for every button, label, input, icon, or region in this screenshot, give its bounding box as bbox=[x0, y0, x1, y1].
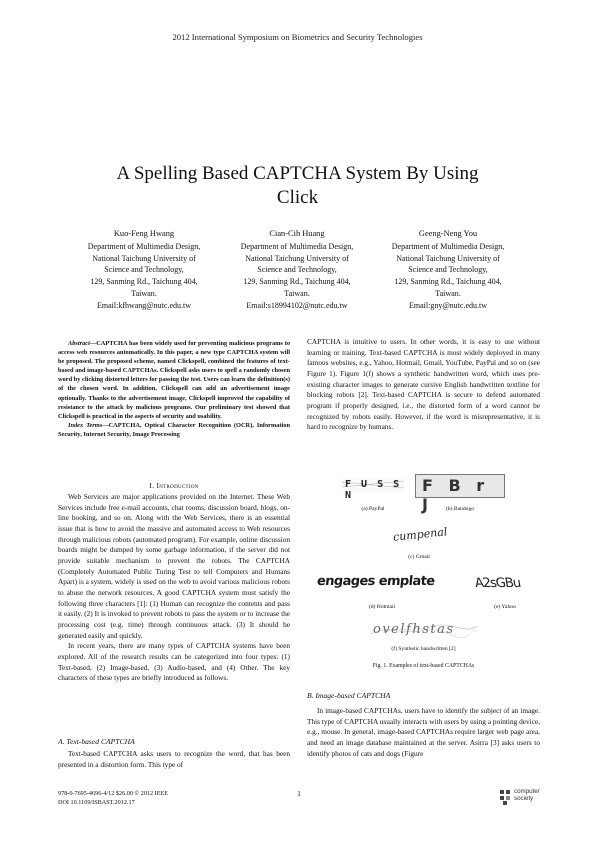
captcha-image-handwritten bbox=[369, 620, 479, 640]
author-affil-line: Science and Technology, bbox=[104, 265, 184, 275]
author-name: Cian-Cih Huang bbox=[269, 229, 325, 238]
author-block-1 bbox=[60, 228, 228, 312]
subsection-heading-text-based: A. Text-based CAPTCHA bbox=[58, 737, 135, 746]
paragraph: Text-based CAPTCHA asks users to recognize the word, that has been presented in a distortion form. This type of bbox=[58, 749, 290, 769]
captcha-text-yahoo: A2sGBu bbox=[473, 576, 522, 591]
author-email: Email:gny@nutc.edu.tw bbox=[408, 300, 488, 310]
captcha-text-hotmail: engages emplate bbox=[316, 574, 436, 589]
author-name: Kuo-Feng Hwang bbox=[113, 229, 175, 238]
logo-line-2: society bbox=[514, 795, 534, 802]
caption-d: (d) Hotmail bbox=[368, 604, 396, 610]
captcha-text-gmail: cumpenal bbox=[392, 525, 448, 544]
figure-caption: Fig. 1. Examples of text-based CAPTCHAs bbox=[372, 663, 475, 669]
author-email: Email:s18994102@nutc.edu.tw bbox=[246, 300, 348, 310]
author-block-2 bbox=[213, 228, 381, 312]
captcha-image-hotmail bbox=[317, 574, 435, 594]
author-affil-line: Science and Technology, bbox=[408, 265, 488, 275]
author-affil-line: Department of Multimedia Design, bbox=[87, 241, 201, 251]
paragraph: In recent years, there are many types of CAPTCHA systems have been explored. All of the research results can be categorized into four types: (1) Text-based, (2) Image-based, (3) Audio-based, and (4) Other. The key characters of these types are briefly introduced as follows. bbox=[58, 641, 290, 683]
captcha-text-paypal: F U S S N bbox=[345, 479, 402, 501]
title-line-1: A Spelling Based CAPTCHA System By Using bbox=[116, 163, 479, 184]
caption-e: (e) Yahoo bbox=[494, 604, 516, 610]
text-based-body bbox=[58, 749, 290, 770]
computer-society-logo-text bbox=[514, 788, 540, 802]
index-terms-text: —CAPTCHA, Optical Character Recognition (OCR), Information Security, Internet Security, Image Processing bbox=[58, 421, 290, 438]
author-affil-line: Taiwan. bbox=[131, 288, 157, 298]
author-affil-line: National Taichung University of bbox=[245, 253, 349, 263]
author-affil-line: Department of Multimedia Design, bbox=[391, 241, 505, 251]
footer-doi: DOI 10.1109/ISBAST.2012.17 bbox=[58, 799, 135, 806]
author-block-3 bbox=[364, 228, 532, 312]
caption-a: (a) PayPal bbox=[361, 506, 385, 512]
caption-b: (b) Bandogo bbox=[445, 506, 475, 512]
computer-society-logo bbox=[498, 786, 546, 808]
author-affil-line: Taiwan. bbox=[284, 288, 310, 298]
index-terms-label: Index Terms bbox=[68, 421, 103, 429]
caption-f: (f) Synthetic handwritten [2] bbox=[391, 646, 456, 652]
author-affil-line: 129, Sanming Rd., Taichung 404, bbox=[243, 277, 351, 287]
captcha-text-handwritten: ovelfhstas bbox=[373, 622, 455, 637]
caption-c: (c) Gmail bbox=[408, 554, 430, 560]
section-heading-introduction: I. Introduction bbox=[149, 481, 199, 490]
author-affil-line: National Taichung University of bbox=[92, 253, 196, 263]
figure-1 bbox=[307, 466, 540, 678]
paragraph: CAPTCHA is intuitive to users. In other words, it is easy to use without learning or training. Text-based CAPTCHA is most widely deployed in many famous websites, e.g., Yahoo, Hotmail, Gmail, YouTube, PayPal and so on (see Figure 1). Figure 1(f) shows a synthetic handwritten word, which uses pre-existing character images to generate cursive English handwritten textline for blocking robots [2]. Text-based CAPTCHA is secure to defend automated program if properly designed, i.e., the distorted form of a word cannot be recognized by robots easily. However, if the word is misrepresentative, it is hard to recognize by humans. bbox=[307, 337, 540, 432]
captcha-text-bandogo: F B r J bbox=[422, 476, 490, 514]
paper-title bbox=[40, 162, 555, 210]
abstract-text: —CAPTCHA has been widely used for preventing malicious programs to access web resources automatically. In this paper, a new type CAPTCHA system will be proposed. The proposed scheme, named Clickspell, combined the features of text-based and image-based CAPTCHAs. Clickspell asks users to spell a randomly chosen word by clicking distorted letters for passing the test. Users can learn the definition(s) of the chosen word. In addition, Clickspell can add an advertisement image optionally. Thanks to the advertisement image, Clickspell improved the capability of resistance to the attack by malicious programs. Our preliminary test showed that Clickspell is practical in the aspects of security and usability. bbox=[58, 340, 290, 420]
subsection-heading-image-based: B. Image-based CAPTCHA bbox=[307, 691, 391, 700]
conference-header: 2012 International Symposium on Biometrics and Security Technologies bbox=[172, 32, 423, 42]
author-affil-line: Department of Multimedia Design, bbox=[240, 241, 354, 251]
title-line-2: Click bbox=[276, 187, 319, 208]
abstract bbox=[58, 339, 290, 439]
computer-society-logo-icon bbox=[498, 788, 512, 806]
footer-isbn: 978-0-7695-4696-4/12 $26.00 © 2012 IEEE bbox=[58, 790, 169, 797]
captcha-image-yahoo bbox=[475, 574, 537, 594]
author-affil-line: Science and Technology, bbox=[257, 265, 337, 275]
page-number: 1 bbox=[297, 789, 301, 798]
paragraph: Web Services are major applications provided on the Internet. These Web Services include free e-mail accounts, chat rooms, discussion board, blogs, on-line booking, and so on. Along with the Web Services, there is an essential issue that is how to avoid the massive and automated access to Web resources through malicious robots (automated program). For example, online discussion boards might be dumped by some garbage information, if the server did not provide suitable mechanism to prevent the robots. The CAPTCHA (Completely Automated Public Turing Test to tell Computers and Humans Apart) is a system, widely is used on the web to avoid various malicious robots to abuse the network resources. A good CAPTCHA system must satisfy the following three characters [1]: (1) Human can recognize the contents and pass it easily. (2) It is invoked to prevent robots to pass the system or to increase the processing cost (e.g. time) through continuous attack. (3) It should be generated easily and quickly. bbox=[58, 492, 290, 640]
image-based-body bbox=[307, 706, 540, 759]
right-column-body bbox=[307, 337, 540, 433]
logo-line-1: computer bbox=[514, 788, 540, 795]
author-name: Geeng-Neng You bbox=[418, 229, 478, 238]
author-affil-line: Taiwan. bbox=[435, 288, 461, 298]
footer-publication-info bbox=[58, 789, 258, 807]
author-email: Email:kfhwang@nutc.edu.tw bbox=[96, 300, 191, 310]
paragraph: In image-based CAPTCHAs, users have to identify the subject of an image. This type of CAPTCHA usually interacts with users by using a pointing device, e.g., mouse. In general, image-based CAPTCHAs require larger web page area, and need an image database maintained at the server. Asirra [3] asks users to identify photos of cats and dogs (Figure bbox=[307, 706, 540, 758]
abstract-label: Abstract bbox=[68, 340, 90, 347]
author-affil-line: 129, Sanming Rd., Taichung 404, bbox=[394, 277, 502, 287]
captcha-image-paypal bbox=[342, 478, 404, 501]
author-affil-line: 129, Sanming Rd., Taichung 404, bbox=[90, 277, 198, 287]
author-affil-line: National Taichung University of bbox=[396, 253, 500, 263]
captcha-image-gmail bbox=[392, 525, 448, 544]
introduction-body bbox=[58, 492, 290, 684]
